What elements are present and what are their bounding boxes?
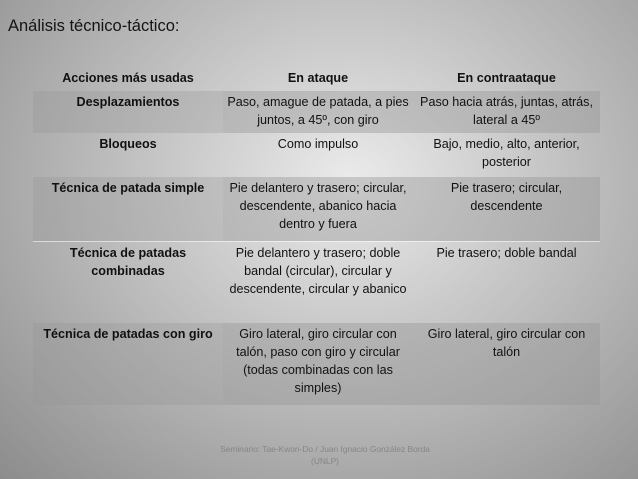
- counterattack-cell: Giro lateral, giro circular con talón: [413, 323, 600, 405]
- attack-cell: Giro lateral, giro circular con talón, paso con giro y circular (todas combinadas con las simples): [223, 323, 413, 405]
- header-acciones: Acciones más usadas: [62, 71, 194, 85]
- attack-cell: Paso, amague de patada, a pies juntos, a 45º, con giro: [223, 91, 413, 133]
- table-header-row: [33, 66, 600, 91]
- attack-cell: Pie delantero y trasero; doble bandal (circular), circular y descendente, circular y abanico: [223, 241, 413, 323]
- slide-title: Análisis técnico-táctico:: [8, 17, 180, 35]
- counterattack-cell: Bajo, medio, alto, anterior, posterior: [433, 137, 580, 169]
- row-label: Desplazamientos: [33, 91, 223, 133]
- attack-cell: Como impulso: [277, 137, 359, 151]
- table-row: [33, 177, 600, 241]
- table-row: [33, 133, 600, 177]
- attack-cell: Pie delantero y trasero; circular, descendente, abanico hacia dentro y fuera: [223, 177, 413, 241]
- row-label: Técnica de patadas con giro: [33, 323, 223, 405]
- header-contraataque: En contraataque: [457, 71, 556, 85]
- table-row: [33, 323, 600, 405]
- header-ataque: En ataque: [287, 71, 349, 85]
- row-label: Técnica de patadas combinadas: [33, 241, 223, 323]
- row-label: Bloqueos: [99, 137, 157, 151]
- table-row: [33, 91, 600, 133]
- counterattack-cell: Pie trasero; circular, descendente: [413, 177, 600, 241]
- slide-footer: Seminario: Tae-Kwon-Do / Juan Ignacio González Borda (UNLP): [220, 444, 430, 466]
- table-row: [33, 241, 600, 323]
- counterattack-cell: Pie trasero; doble bandal: [413, 241, 600, 323]
- analysis-table: [33, 66, 600, 405]
- counterattack-cell: Paso hacia atrás, juntas, atrás, lateral a 45º: [413, 91, 600, 133]
- row-label: Técnica de patada simple: [33, 177, 223, 241]
